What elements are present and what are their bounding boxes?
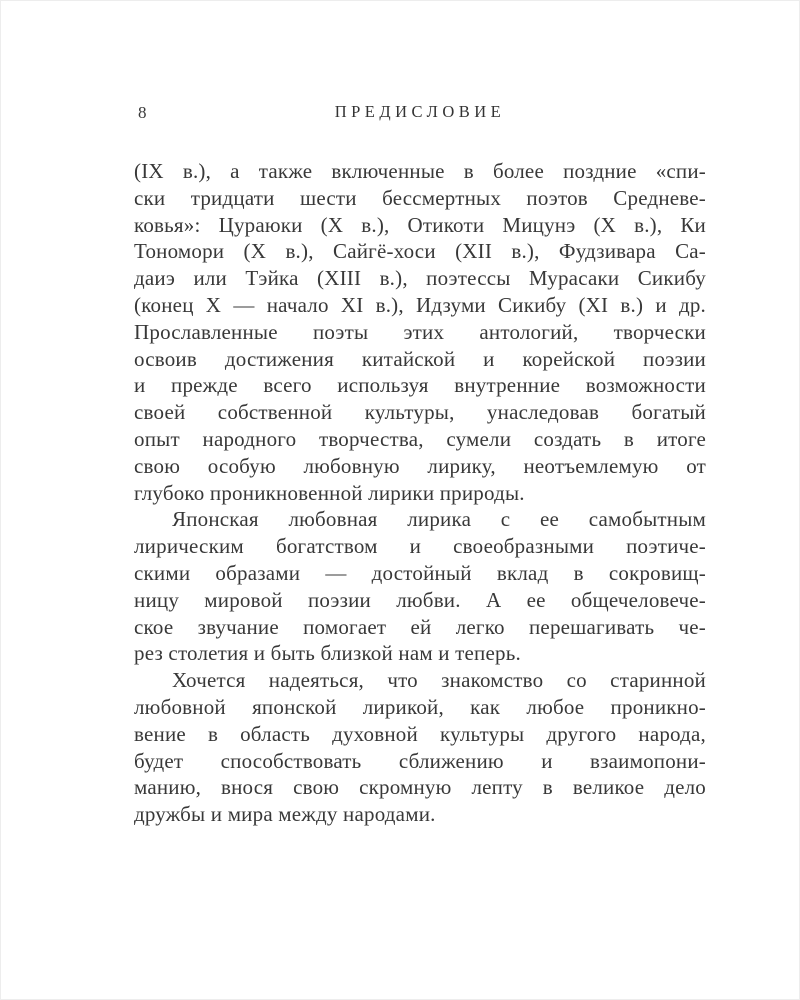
text-line: вение в область духовной культуры другого народа, <box>134 721 706 746</box>
text-line: будет способствовать сближению и взаимопони- <box>134 748 706 773</box>
text-line: ское звучание помогает ей легко перешагивать че- <box>134 614 706 639</box>
text-line: любовной японской лирикой, как любое проникно- <box>134 694 706 719</box>
text-line: ски тридцати шести бессмертных поэтов Средневе- <box>134 185 706 210</box>
text-line: опыт народного творчества, сумели создать в итоге <box>134 426 706 451</box>
text-line: ковья»: Цураюки (X в.), Отикоти Мицунэ (X в.), Ки <box>134 212 706 237</box>
text-line: (IX в.), а также включенные в более поздние «спи- <box>134 159 706 183</box>
text-line: лирическим богатством и своеобразными поэтиче- <box>134 534 706 559</box>
text-line: Прославленные поэты этих антологий, творчески <box>134 319 706 344</box>
text-line: дружбы и мира между народами. <box>134 802 436 827</box>
text-line: глубоко проникновенной лирики природы. <box>134 480 525 505</box>
page-header <box>134 102 706 126</box>
text-line: ницу мировой поэзии любви. А ее общечеловече- <box>134 587 706 612</box>
body-text <box>134 158 706 828</box>
paragraph <box>134 506 706 667</box>
text-line: своей собственной культуры, унаследовав богатый <box>134 400 706 425</box>
text-line: (конец X — начало XI в.), Идзуми Сикибу (XI в.) и др. <box>134 292 706 317</box>
page-number: 8 <box>138 103 147 122</box>
text-line: рез столетия и быть близкой нам и теперь. <box>134 641 521 666</box>
text-line: Тономори (X в.), Сайгё-хоси (XII в.), Фудзивара Са- <box>134 239 706 264</box>
paragraph <box>134 667 706 828</box>
text-line: и прежде всего используя внутренние возможности <box>134 373 706 398</box>
text-line: Хочется надеяться, что знакомство со старинной <box>172 668 706 693</box>
text-line: свою особую любовную лирику, неотъемлемую от <box>134 453 706 478</box>
text-line: Японская любовная лирика с ее самобытным <box>172 507 706 532</box>
text-line: освоив достижения китайской и корейской поэзии <box>134 346 706 371</box>
text-line: манию, внося свою скромную лепту в великое дело <box>134 775 706 800</box>
running-title: ПРЕДИСЛОВИЕ <box>334 102 506 121</box>
text-line: скими образами — достойный вклад в сокровищ- <box>134 560 706 585</box>
paragraph <box>134 158 706 506</box>
text-line: даиэ или Тэйка (XIII в.), поэтессы Мурасаки Сикибу <box>134 266 706 291</box>
